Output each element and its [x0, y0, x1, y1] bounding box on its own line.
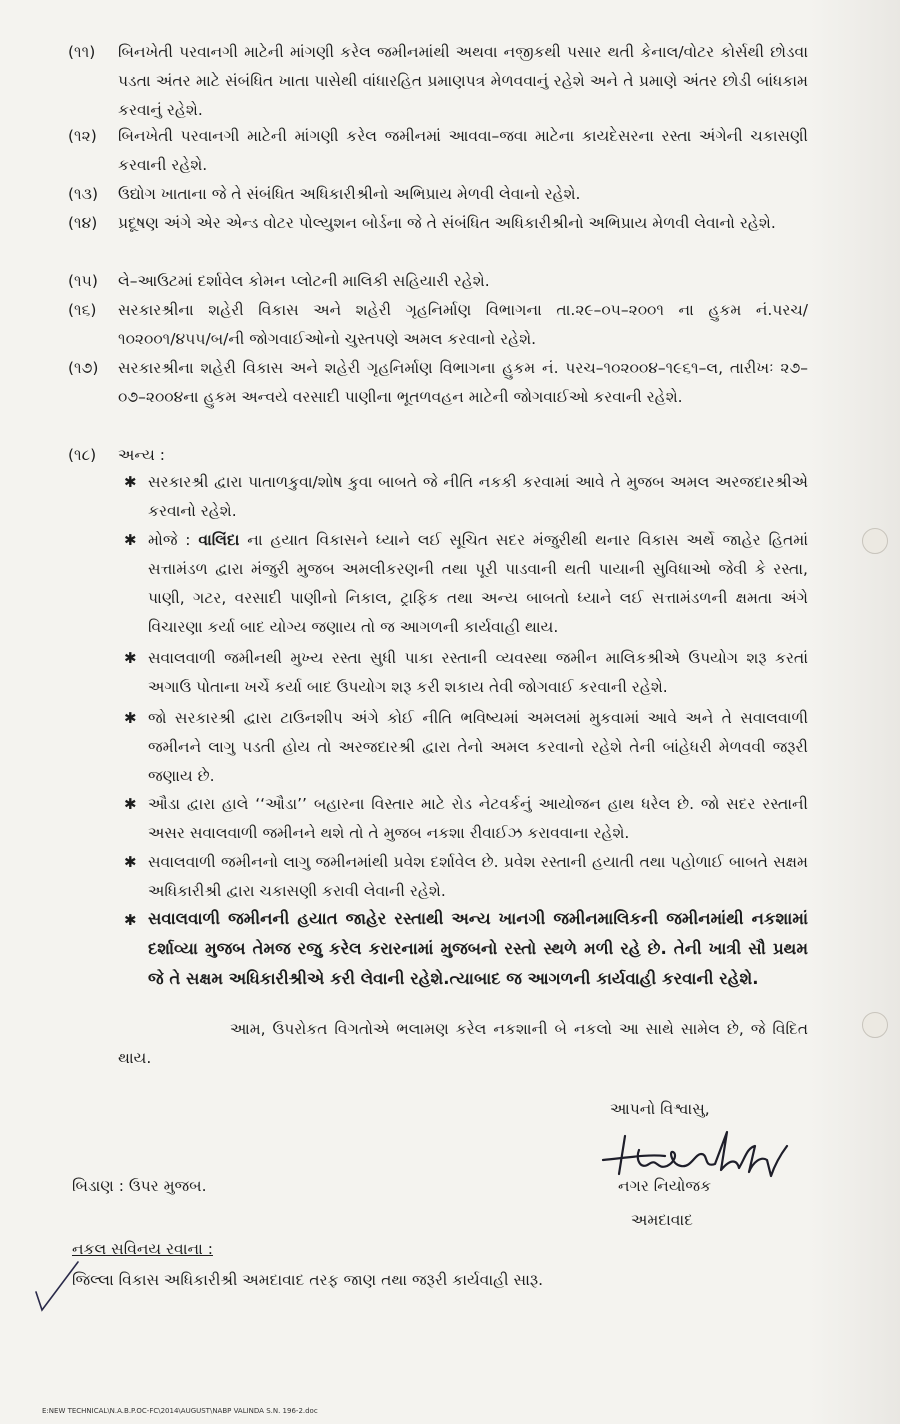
asterisk-icon: ✱ — [124, 709, 137, 727]
bullet-text: સરકારશ્રી દ્વારા પાતાળકુવા/શોષ કુવા બાબતે જે નીતિ નકકી કરવામાં આવે તે મુજબ અમલ અરજદારશ્રીએ કરવાનો રહેશે. — [148, 473, 808, 520]
bullet-text — [148, 526, 808, 642]
officer-city: અમદાવાદ — [631, 1211, 693, 1229]
item-text: બિનખેતી પરવાનગી માટેની માંગણી કરેલ જમીનમાંથી અથવા નજીકથી પસાર થતી કેનાલ/વોટર કોર્સથી છોડવા પડતા અંતર માટે સંબંધિત ખાતા પાસેથી વાંધારહિત પ્રમાણપત્ર મેળવવાનું રહેશે અને તે પ્રમાણે અંતર છોડી બાંધકામ કરવાનું રહેશે. — [118, 43, 808, 119]
item-number: (૧૮) — [68, 446, 97, 464]
item-number: (૧૨) — [68, 127, 97, 145]
bullet-text: સવાલવાળી જમીનનો લાગુ જમીનમાંથી પ્રવેશ દર્શાવેલ છે. પ્રવેશ રસ્તાની હયાતી તથા પહોળાઈ બાબતે સક્ષમ અધિકારીશ્રી દ્વારા ચકાસણી કરાવી લેવાની રહેશે. — [148, 853, 808, 900]
punch-hole — [862, 528, 888, 554]
item-text: અન્ય : — [118, 446, 165, 464]
asterisk-icon: ✱ — [124, 531, 137, 549]
page-edge-shadow — [810, 0, 900, 1424]
bullet-text: જો સરકારશ્રી દ્વારા ટાઉનશીપ અંગે કોઈ નીતિ ભવિષ્યમાં અમલમાં મુકવામાં આવે અને તે સવાલવાળી જમીનને લાગુ પડતી હોય તો અરજદારશ્રી દ્વારા તેનો અમલ કરવાનો રહેશે તેની બાંહેધરી મેળવવી જરૂરી જણાય છે. — [148, 709, 808, 785]
officer-title: નગર નિયોજક — [618, 1177, 712, 1195]
item-text: બિનખેતી પરવાનગી માટેની માંગણી કરેલ જમીનમાં આવવા–જવા માટેના કાયદેસરના રસ્તા અંગેની ચકાસણી કરવાની રહેશે. — [118, 127, 808, 174]
bullet-text-body: ના હયાત વિકાસને ધ્યાને લઈ સૂચિત સદર મંજુરીથી થનાર વિકાસ અર્થે જાહેર હિતમાં સત્તામંડળ દ્વારા મંજુરી મુજબ અમલીકરણની તથા પૂરી પાડવાની થતી પાયાની સુવિધાઓ જેવી કે રસ્તા, પાણી, ગટર, વરસાદી પાણીનો નિકાલ, ટ્રાફિક તથા અન્ય બાબતો ધ્યાને લઈ સત્તામંડળની ક્ષમતા અંગે વિચારણા કર્યા બાદ યોગ્ય જણાય તો જ આગળની કાર્યવાહી થાય. — [148, 531, 808, 636]
copy-recipient: જિલ્લા વિકાસ અધિકારીશ્રી અમદાવાદ તરફ જાણ તથા જરૂરી કાર્યવાહી સારૂ. — [72, 1271, 544, 1289]
bullet-text-prefix: મોજે : — [148, 531, 199, 549]
item-text: સરકારશ્રીના શહેરી વિકાસ અને શહેરી ગૃહનિર્માણ વિભાગના હુકમ નં. પરચ–૧૦૨૦૦૪–૧૯૬૧–લ, તારીખઃ ૨૭–૦૭–૨૦૦૪ના હુકમ અન્વયે વરસાદી પાણીના ભૂતળવહન માટેની જોગવાઈઓ કરવાની રહેશે. — [118, 359, 808, 406]
asterisk-icon: ✱ — [124, 853, 137, 871]
asterisk-icon: ✱ — [124, 911, 137, 929]
enclosure-note: બિડાણ : ઉપર મુજબ. — [72, 1177, 207, 1195]
item-number: (૧૬) — [68, 301, 97, 319]
item-text: લે–આઉટમાં દર્શાવેલ કોમન પ્લોટની માલિકી સહિયારી રહેશે. — [118, 272, 490, 290]
copy-heading: નકલ સવિનય રવાના : — [72, 1240, 213, 1258]
item-number: (૧૩) — [68, 185, 99, 203]
bullet-text: ઔડા દ્વારા હાલે ‘‘ઔડા’’ બહારના વિસ્તાર માટે રોડ નેટવર્કનું આયોજન હાથ ધરેલ છે. જો સદર રસ્તાની અસર સવાલવાળી જમીનને થશે તો તે મુજબ નકશા રીવાઈઝ કરાવવાના રહેશે. — [148, 795, 808, 842]
item-text: પ્રદૂષણ અંગે એર એન્ડ વોટર પોલ્યુશન બોર્ડના જે તે સંબંધિત અધિકારીશ્રીનો અભિપ્રાય મેળવી લેવાનો રહેશે. — [118, 214, 776, 232]
asterisk-icon: ✱ — [124, 473, 137, 491]
asterisk-icon: ✱ — [124, 795, 137, 813]
item-text: ઉદ્યોગ ખાતાના જે તે સંબંધિત અધિકારીશ્રીનો અભિપ્રાય મેળવી લેવાનો રહેશે. — [118, 185, 581, 203]
punch-hole — [862, 1012, 888, 1038]
asterisk-icon: ✱ — [124, 649, 137, 667]
item-text: સરકારશ્રીના શહેરી વિકાસ અને શહેરી ગૃહનિર્માણ વિભાગના તા.૨૯–૦૫–૨૦૦૧ ના હુકમ નં.પરચ/ ૧૦૨૦૦૧/૪૫૫/બ/ની જોગવાઈઓનો ચુસ્તપણે અમલ કરવાનો રહેશે. — [118, 301, 808, 348]
bullet-text: સવાલવાળી જમીનથી મુખ્ય રસ્તા સુધી પાકા રસ્તાની વ્યવસ્થા જમીન માલિકશ્રીએ ઉપયોગ શરૂ કરતાં અગાઉ પોતાના ખર્ચે કર્યા બાદ ઉપયોગ શરૂ કરી શકાય તેવી જોગવાઈ કરવાની રહેશે. — [148, 649, 808, 696]
file-path-footer: E:NEW TECHNICAL\N.A.B.P.OC-FC\2014\AUGUST\NABP VALINDA S.N. 196-2.doc — [42, 1407, 318, 1415]
closing-paragraph: આમ, ઉપરોકત વિગતોએ ભલામણ કરેલ નકશાની બે નકલો આ સાથે સામેલ છે, જે વિદિત થાય. — [118, 1020, 808, 1067]
village-name: વાલિંદા — [198, 531, 240, 549]
item-number: (૧૧) — [68, 43, 96, 61]
item-number: (૧૫) — [68, 272, 98, 290]
item-number: (૧૪) — [68, 214, 98, 232]
item-number: (૧૭) — [68, 359, 99, 377]
bullet-text-bold: સવાલવાળી જમીનની હયાત જાહેર રસ્તાથી અન્ય ખાનગી જમીનમાલિકની જમીનમાંથી નકશામાં દર્શાવ્યા મુજબ તેમજ રજુ કરેલ કરારનામાં મુજબનો રસ્તો સ્થળે મળી રહે છે. તેની ખાત્રી સૌ પ્રથમ જે તે સક્ષમ અધિકારીશ્રીએ કરી લેવાની રહેશે.ત્યાબાદ જ આગળની કાર્યવાહી કરવાની રહેશે. — [148, 909, 808, 988]
yours-faithfully: આપનો વિશ્વાસુ, — [610, 1100, 710, 1118]
